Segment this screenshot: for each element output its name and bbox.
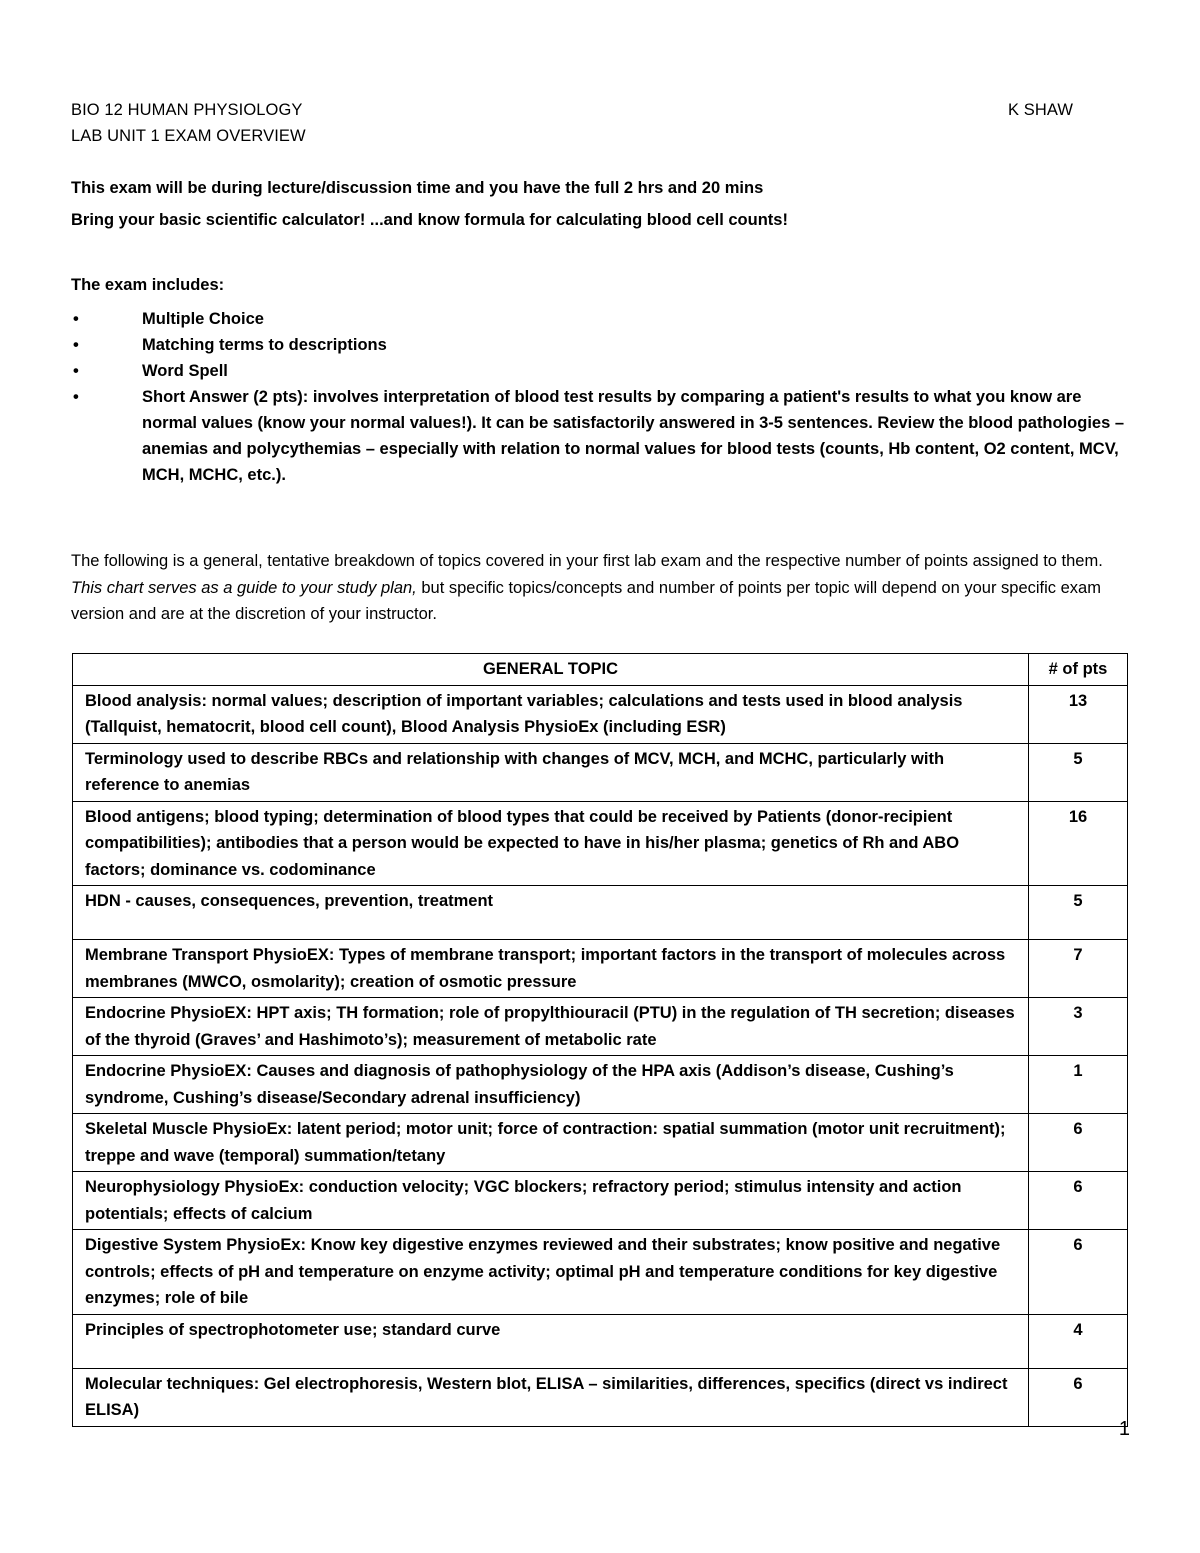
page-number: 1 <box>1118 1418 1130 1440</box>
points-cell: 4 <box>1029 1314 1128 1368</box>
points-cell: 7 <box>1029 940 1128 998</box>
table-header-row <box>73 654 1128 686</box>
topic-cell: Terminology used to describe RBCs and relationship with changes of MCV, MCH, and MCHC, particularly with reference to anemias <box>73 743 1029 801</box>
includes-label: The exam includes: <box>71 276 225 294</box>
points-cell: 6 <box>1029 1368 1128 1426</box>
calculator-note: Bring your basic scientific calculator! ...and know formula for calculating blood cell counts! <box>71 211 788 229</box>
topic-cell: Molecular techniques: Gel electrophoresis, Western blot, ELISA – similarities, differences, specifics (direct vs indirect ELISA) <box>73 1368 1029 1426</box>
breakdown-paragraph: The following is a general, tentative breakdown of topics covered in your first lab exam and the respective number of points assigned to them. This chart serves as a guide to your study plan, but specific topics/concepts and number of points per topic will depend on your specific exam version and are at the discretion of your instructor. <box>71 552 1103 623</box>
italic-note: This chart serves as a guide to your study plan, <box>71 578 417 597</box>
table-row <box>73 886 1128 940</box>
bullet-icon: • <box>73 310 79 328</box>
points-cell: 6 <box>1029 1172 1128 1230</box>
instructor-name: K SHAW <box>1008 101 1074 119</box>
topic-cell: Principles of spectrophotometer use; standard curve <box>73 1314 1029 1368</box>
topic-cell: Blood analysis: normal values; description of important variables; calculations and tests used in blood analysis (Tallquist, hematocrit, blood cell count), Blood Analysis PhysioEx (including ESR) <box>73 685 1029 743</box>
table-row <box>73 1368 1128 1426</box>
topic-cell: Skeletal Muscle PhysioEx: latent period; motor unit; force of contraction: spatial summation (motor unit recruitment); treppe and wave (temporal) summation/tetany <box>73 1114 1029 1172</box>
table-row <box>73 685 1128 743</box>
points-cell: 6 <box>1029 1114 1128 1172</box>
column-header-points: # of pts <box>1029 654 1128 686</box>
points-cell: 1 <box>1029 1056 1128 1114</box>
topic-cell: Blood antigens; blood typing; determination of blood types that could be received by Patients (donor-recipient compatibilities); antibodies that a person would be expected to have in his/her plasma; genetics of Rh and ABO factors; dominance vs. codominance <box>73 801 1029 886</box>
topic-cell: Membrane Transport PhysioEX: Types of membrane transport; important factors in the transport of molecules across membranes (MWCO, osmolarity); creation of osmotic pressure <box>73 940 1029 998</box>
topic-cell: Neurophysiology PhysioEx: conduction velocity; VGC blockers; refractory period; stimulus intensity and action potentials; effects of calcium <box>73 1172 1029 1230</box>
table-row <box>73 1056 1128 1114</box>
table-row <box>73 998 1128 1056</box>
list-item: • Word Spell <box>71 358 1131 384</box>
table-row <box>73 801 1128 886</box>
table-row <box>73 1314 1128 1368</box>
list-item: • Matching terms to descriptions <box>71 332 1131 358</box>
points-cell: 5 <box>1029 886 1128 940</box>
bullet-icon: • <box>73 336 79 354</box>
topic-cell: Endocrine PhysioEX: HPT axis; TH formation; role of propylthiouracil (PTU) in the regulation of TH secretion; diseases of the thyroid (Graves’ and Hashimoto’s); measurement of metabolic rate <box>73 998 1029 1056</box>
exam-components-list <box>71 306 1131 488</box>
table-row <box>73 743 1128 801</box>
table-row <box>73 1230 1128 1315</box>
points-cell: 3 <box>1029 998 1128 1056</box>
topics-table <box>72 653 1128 1427</box>
list-item: • Short Answer (2 pts): involves interpretation of blood test results by comparing a patient's results to what you know are normal values (know your normal values!). It can be satisfactorily answered in 3-5 sentences. Review the blood pathologies – anemias and polycythemias – especially with relation to normal values for blood tests (counts, Hb content, O2 content, MCV, MCH, MCHC, etc.). <box>71 384 1131 488</box>
topic-cell: Endocrine PhysioEX: Causes and diagnosis of pathophysiology of the HPA axis (Addison’s disease, Cushing’s syndrome, Cushing’s disease/Secondary adrenal insufficiency) <box>73 1056 1029 1114</box>
points-cell: 16 <box>1029 801 1128 886</box>
table-row <box>73 940 1128 998</box>
topic-cell: Digestive System PhysioEx: Know key digestive enzymes reviewed and their substrates; know positive and negative controls; effects of pH and temperature on enzyme activity; optimal pH and temperature conditions for key digestive enzymes; role of bile <box>73 1230 1029 1315</box>
bullet-icon: • <box>73 362 79 380</box>
list-item: • Multiple Choice <box>71 306 1131 332</box>
bullet-icon: • <box>73 388 79 406</box>
table-row <box>73 1172 1128 1230</box>
column-header-topic: GENERAL TOPIC <box>73 654 1029 686</box>
points-cell: 5 <box>1029 743 1128 801</box>
exam-overview-subtitle: LAB UNIT 1 EXAM OVERVIEW <box>71 127 306 145</box>
course-title: BIO 12 HUMAN PHYSIOLOGY <box>71 101 303 119</box>
points-cell: 13 <box>1029 685 1128 743</box>
topic-cell: HDN - causes, consequences, prevention, treatment <box>73 886 1029 940</box>
table-row <box>73 1114 1128 1172</box>
points-cell: 6 <box>1029 1230 1128 1315</box>
exam-time-note: This exam will be during lecture/discussion time and you have the full 2 hrs and 20 mins <box>71 179 764 197</box>
